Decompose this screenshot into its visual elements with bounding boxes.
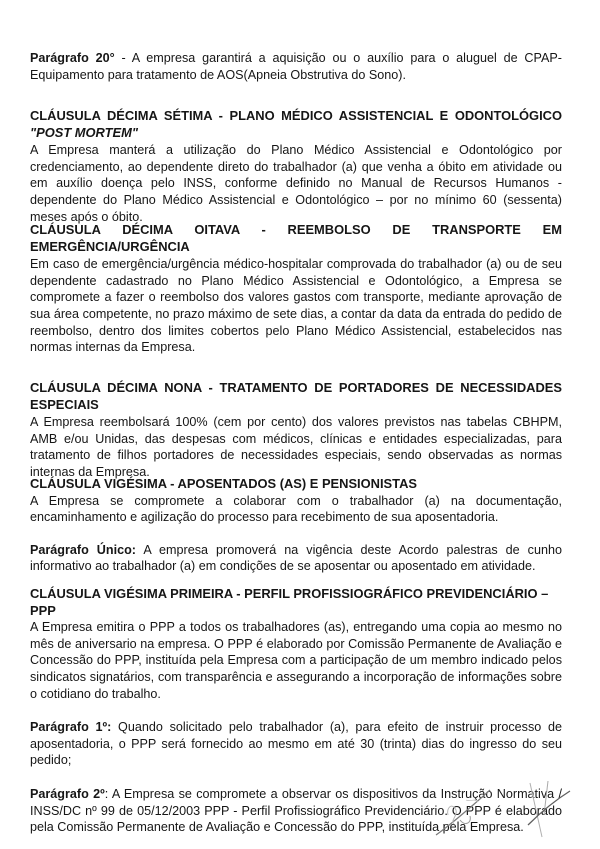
clause-20-body: A Empresa se compromete a colaborar com o trabalhador (a) na documentação, encaminhamento e agilização do processo para recebimento de sua aposentadoria. bbox=[30, 493, 562, 525]
clause-18 bbox=[30, 222, 562, 356]
paragraph-20 bbox=[30, 50, 562, 83]
paragraph-2-label: Parágrafo 2º bbox=[30, 786, 105, 801]
paragraph-20-label: Parágrafo 20° bbox=[30, 51, 115, 65]
clause-17-title bbox=[30, 108, 562, 141]
clause-21-body: A Empresa emitira o PPP a todos os trabalhadores (as), entregando uma copia ao mesmo no mês de aniversario na empresa. O PPP é elaborado por Comissão Permanente de Avaliação e Concessão do PPP, instituída pela Empresa com a participação de um membro indicado pelos sindicatos signatários, com transparência e assegurando a incorporação de informações sobre o cotidiano do trabalho. bbox=[30, 620, 562, 701]
clause-19 bbox=[30, 380, 562, 481]
clause-18-title: CLÁUSULA DÉCIMA OITAVA - REEMBOLSO DE TRANSPORTE EM EMERGÊNCIA/URGÊNCIA bbox=[30, 222, 562, 254]
clause-17-body: A Empresa manterá a utilização do Plano Médico Assistencial e Odontológico por credenciamento, ao dependente direto do trabalhador (a) que venha a óbito em atividade ou em auxílio doença pelo INSS, conforme definido no Manual de Recursos Humanos - dependente do Plano Médico Assistencial e Odontológico – por no mínimo 60 (sessenta) meses após o óbito. bbox=[30, 143, 562, 224]
clause-19-body: A Empresa reembolsará 100% (cem por cento) dos valores previstos nas tabelas CBHPM, AMB e/ou Unidas, das despesas com médicos, clínicas e entidades especializadas, para tratamento de filhos portadores de necessidades especiais, sendo observadas as normas internas da Empresa. bbox=[30, 415, 562, 479]
paragrafo-unico-text: A empresa promoverá na vigência deste Acordo palestras de cunho informativo ao trabalhador (a) em condições de se aposentar ou aposentado em atividade. bbox=[30, 542, 562, 574]
clause-20-paragrafo-unico bbox=[30, 542, 562, 575]
clause-21-title: CLÁUSULA VIGÉSIMA PRIMEIRA - PERFIL PROFISSIOGRÁFICO PREVIDENCIÁRIO – PPP bbox=[30, 586, 549, 618]
clause-20-title: CLÁUSULA VIGÉSIMA - APOSENTADOS (AS) E PENSIONISTAS bbox=[30, 476, 417, 491]
paragraph-1-label: Parágrafo 1º: bbox=[30, 720, 112, 735]
clause-17-title-italic: "POST MORTEM" bbox=[30, 124, 138, 140]
paragraph-2-text: : A Empresa se compromete a observar os dispositivos da Instrução Normativa / INSS/DC nº 99 de 05/12/2003 PPP - Perfil Profissiográfico Previdenciário. O PPP é elaborado pela Comissão Permanente de Avaliação e Concessão do PPP, instituída pela Empresa. bbox=[30, 786, 562, 835]
clause-17 bbox=[30, 108, 562, 225]
paragraph-1-text: Quando solicitado pelo trabalhador (a), para efeito de instruir processo de aposentadoria, o PPP será fornecido ao mesmo em até 30 (trinta) dias do ingresso do seu pedido; bbox=[30, 720, 563, 768]
clause-19-title: CLÁUSULA DÉCIMA NONA - TRATAMENTO DE PORTADORES DE NECESSIDADES ESPECIAIS bbox=[30, 380, 562, 412]
signature-initials-left-icon bbox=[430, 780, 500, 840]
clause-21-paragraph-1 bbox=[30, 719, 562, 769]
paragraph-20-text: - A empresa garantirá a aquisição ou o auxílio para o aluguel de CPAP-Equipamento para tratamento de AOS(Apneia Obstrutiva do Sono). bbox=[30, 51, 562, 82]
clause-18-body: Em caso de emergência/urgência médico-hospitalar comprovada do trabalhador (a) ou de seu dependente cadastrado no Plano Médico Assistencial e Odontológico, a Empresa se compromete a fazer o reembolso dos valores gastos com transporte, mediante aprovação de sua área competente, no prazo máximo de sete dias, a contar da data da entrada do pedido de reembolso, dentro dos limites cobertos pelo Plano Médico Assistencial, estabelecidos nas normas internas da Empresa. bbox=[30, 257, 562, 355]
signature-initials-right-icon bbox=[520, 775, 580, 845]
clause-17-title-text: CLÁUSULA DÉCIMA SÉTIMA - PLANO MÉDICO ASSISTENCIAL E ODONTOLÓGICO bbox=[30, 108, 562, 123]
paragrafo-unico-label: Parágrafo Único: bbox=[30, 542, 136, 557]
clause-20 bbox=[30, 476, 562, 575]
